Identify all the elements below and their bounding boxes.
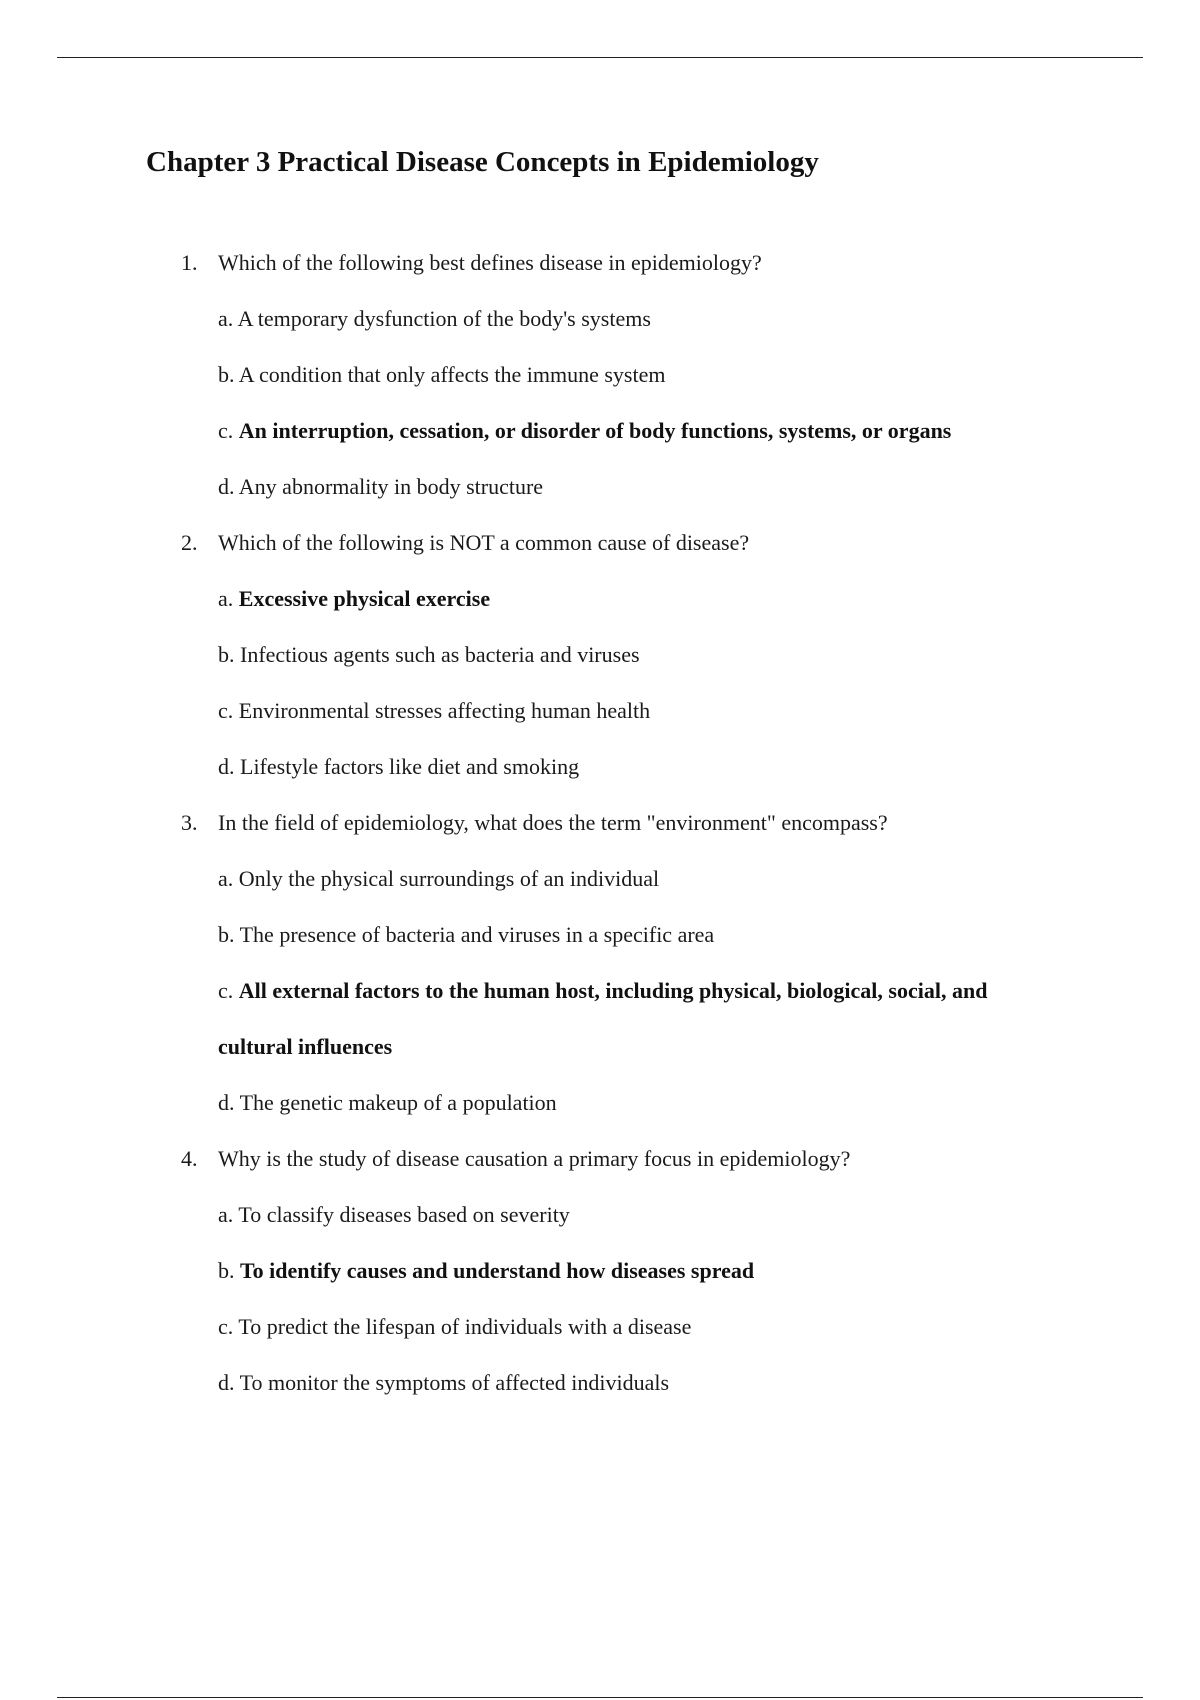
question-3 xyxy=(0,806,1200,1142)
option-2c xyxy=(0,694,1200,750)
option-3b xyxy=(0,918,1200,974)
option-1b xyxy=(0,358,1200,414)
option-text: To monitor the symptoms of affected individuals xyxy=(239,1370,670,1395)
option-2b xyxy=(0,638,1200,694)
question-2 xyxy=(0,526,1200,806)
option-3c-correct xyxy=(0,974,1200,1030)
option-4d xyxy=(0,1366,1200,1422)
option-text: The presence of bacteria and viruses in a specific area xyxy=(239,922,715,947)
correct-answer-continuation: cultural influences xyxy=(218,1034,393,1059)
option-letter: b. xyxy=(218,922,235,947)
option-2a-correct xyxy=(0,582,1200,638)
question-number: 2. xyxy=(181,530,198,555)
option-text: The genetic makeup of a population xyxy=(239,1090,557,1115)
header-rule xyxy=(57,57,1143,58)
option-3a xyxy=(0,862,1200,918)
option-letter: c. xyxy=(218,1314,234,1339)
option-text: To predict the lifespan of individuals with a disease xyxy=(238,1314,692,1339)
question-4 xyxy=(0,1142,1200,1422)
option-text: Infectious agents such as bacteria and viruses xyxy=(240,642,640,667)
question-text: In the field of epidemiology, what does the term "environment" encompass? xyxy=(218,810,888,835)
option-text: To classify diseases based on severity xyxy=(238,1202,570,1227)
question-stem xyxy=(0,806,1200,862)
option-letter: b. xyxy=(218,362,235,387)
page-title: Chapter 3 Practical Disease Concepts in Epidemiology xyxy=(146,146,819,178)
correct-answer-text: Excessive physical exercise xyxy=(238,586,491,611)
option-letter: b. xyxy=(218,1258,235,1283)
option-4c xyxy=(0,1310,1200,1366)
option-letter: d. xyxy=(218,754,235,779)
question-text: Which of the following is NOT a common cause of disease? xyxy=(218,530,750,555)
option-text: Environmental stresses affecting human health xyxy=(238,698,651,723)
question-number: 4. xyxy=(181,1146,198,1171)
option-text: Lifestyle factors like diet and smoking xyxy=(240,754,580,779)
question-stem xyxy=(0,526,1200,582)
option-1c-correct xyxy=(0,414,1200,470)
option-4a xyxy=(0,1198,1200,1254)
option-text: A condition that only affects the immune system xyxy=(238,362,666,387)
question-stem xyxy=(0,246,1200,302)
question-text: Why is the study of disease causation a primary focus in epidemiology? xyxy=(218,1146,851,1171)
question-1 xyxy=(0,246,1200,526)
option-1a xyxy=(0,302,1200,358)
option-letter: c. xyxy=(218,978,234,1003)
option-3d xyxy=(0,1086,1200,1142)
option-1d xyxy=(0,470,1200,526)
option-letter: c. xyxy=(218,418,234,443)
option-text: Any abnormality in body structure xyxy=(238,474,544,499)
correct-answer-text: An interruption, cessation, or disorder of body functions, systems, or organs xyxy=(238,418,952,443)
question-number: 3. xyxy=(181,810,198,835)
option-letter: a. xyxy=(218,1202,234,1227)
option-letter: d. xyxy=(218,474,235,499)
question-text: Which of the following best defines disease in epidemiology? xyxy=(218,250,762,275)
option-letter: a. xyxy=(218,866,234,891)
correct-answer-text: All external factors to the human host, including physical, biological, social, and xyxy=(238,978,988,1003)
question-list xyxy=(0,246,1200,1422)
option-letter: d. xyxy=(218,1370,235,1395)
option-letter: a. xyxy=(218,306,234,331)
option-text: Only the physical surroundings of an individual xyxy=(238,866,660,891)
option-letter: b. xyxy=(218,642,235,667)
option-text: A temporary dysfunction of the body's systems xyxy=(237,306,651,331)
option-3c-continuation xyxy=(0,1030,1200,1086)
footer-rule xyxy=(57,1697,1143,1698)
option-letter: c. xyxy=(218,698,234,723)
option-4b-correct xyxy=(0,1254,1200,1310)
correct-answer-text: To identify causes and understand how diseases spread xyxy=(240,1258,755,1283)
option-letter: a. xyxy=(218,586,234,611)
option-letter: d. xyxy=(218,1090,235,1115)
question-number: 1. xyxy=(181,250,198,275)
option-2d xyxy=(0,750,1200,806)
question-stem xyxy=(0,1142,1200,1198)
